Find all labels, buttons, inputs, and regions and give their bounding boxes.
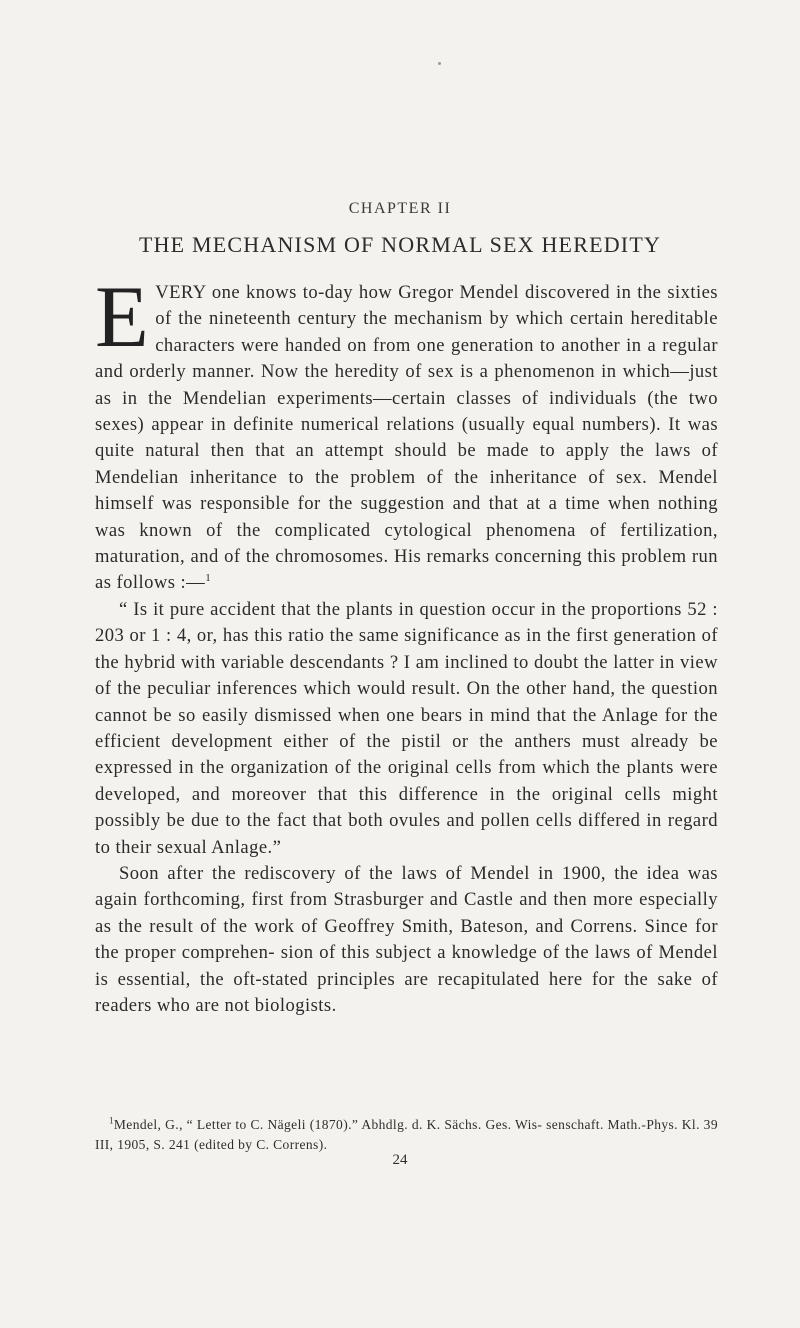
body-text <box>95 269 718 1019</box>
footnote-reference[interactable]: 1 <box>205 572 212 585</box>
paragraph-3: Soon after the rediscovery of the laws of Mendel in 1900, the idea was again forthcoming, first from Strasburger and Castle and then more especially as the result of the work of Geoffrey Smith, Bateson, and Correns. Since for the proper comprehen- sion of this subject a knowledge of the laws of Mendel is essential, the oft-stated principles are recapitulated here for the sake of readers who are not biologists. <box>95 862 718 1016</box>
drop-cap: E <box>95 269 150 366</box>
chapter-title: THE MECHANISM OF NORMAL SEX HEREDITY <box>138 232 662 257</box>
footnote <box>95 1115 718 1155</box>
paragraph-1 <box>95 269 718 597</box>
paper-speck <box>438 62 441 65</box>
footnote-text: Mendel, G., “ Letter to C. Nägeli (1870).” Abhdlg. d. K. Sächs. Ges. Wis- senschaft. Math.-Phys. Kl. 39 III, 1905, S. 241 (edited by C. Correns). <box>95 1117 718 1152</box>
paragraph-1-text: VERY one knows to-day how Gregor Mendel discovered in the sixties of the nineteenth century the mechanism by which certain hereditable characters were handed on from one generation to another in a regular and orderly manner. Now the heredity of sex is a phenomenon in which—just as in the Mendelian experiments—certain classes of individuals (the two sexes) appear in definite numerical relations (usually equal numbers). It was quite natural then that an attempt should be made to apply the laws of Mendelian inheritance to the problem of the inheritance of sex. Mendel himself was responsible for the suggestion and that at a time when nothing was known of the complicated cytological phenomena of fertilization, maturation, and of the chromosomes. His remarks concerning this problem run as follows :— <box>95 282 718 594</box>
page-number: 24 <box>392 1152 408 1168</box>
footnote-marker: 1 <box>109 1115 114 1126</box>
paragraph-2-quote: “ Is it pure accident that the plants in question occur in the proportions 52 : 203 or 1 : 4, or, has this ratio the same significance as in the first generation of the hybrid with variable descendants ? I am inclined to doubt the latter in view of the peculiar inferences which would result. On the other hand, the question cannot be so easily dismissed when one bears in mind that the Anlage for the efficient development either of the pistil or the anthers must already be expressed in the organization of the original cells from which the plants were developed, and moreover that this difference in the original cells might possibly be due to the fact that both ovules and pollen cells differed in regard to their sexual Anlage.” <box>95 598 718 858</box>
chapter-label: CHAPTER II <box>348 200 452 217</box>
